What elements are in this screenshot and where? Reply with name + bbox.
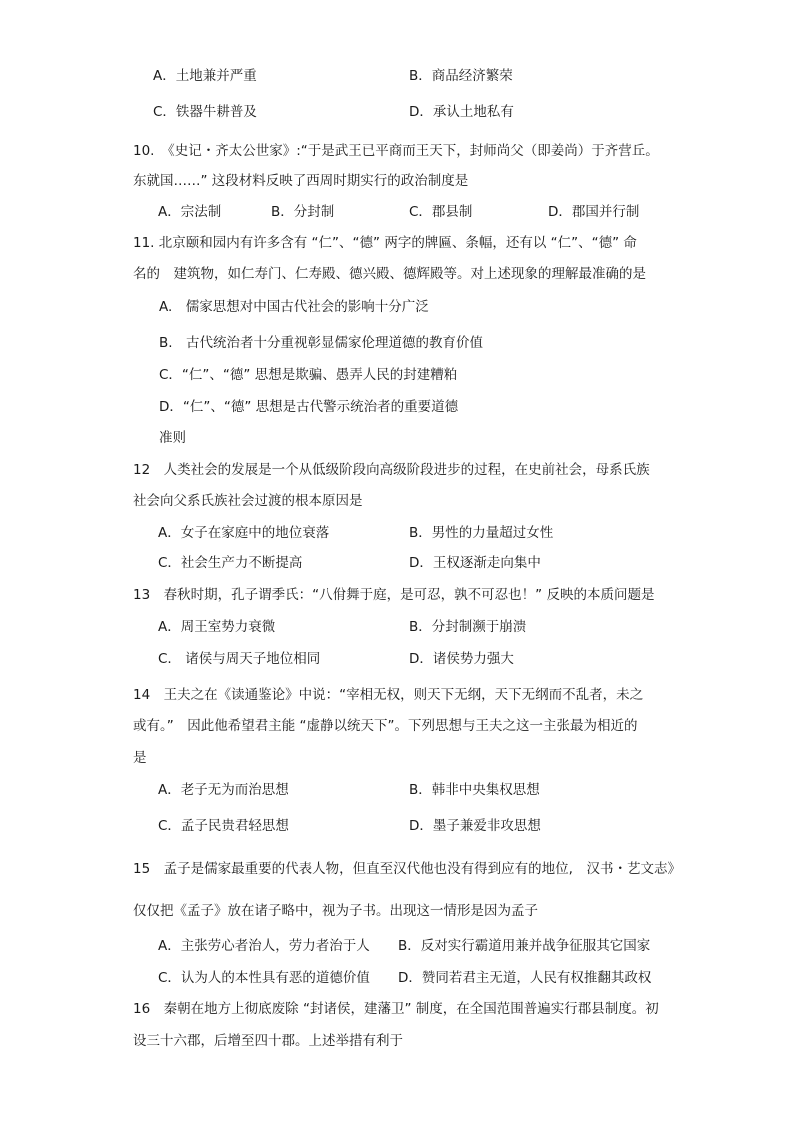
- q13-stem-line-1: 13 春秋时期，孔子谓季氏：“八佾舞于庭，是可忍，孰不可忍也！” 反映的本质问题是: [133, 587, 655, 603]
- q9-option-d: D．承认土地私有: [409, 104, 514, 120]
- q15-stem-line-2: 仅仅把《孟子》放在诸子略中，视为子书。出现这一情形是因为孟子: [133, 903, 538, 919]
- q13-option-b: B．分封制濒于崩溃: [409, 619, 527, 635]
- q11-option-a: A. 儒家思想对中国古代社会的影响十分广泛: [159, 299, 429, 315]
- q15-stem-line-1: 15 孟子是儒家最重要的代表人物，但直至汉代他也没有得到应有的地位, 汉书・艺文志》: [133, 861, 681, 877]
- q9-option-a: A．土地兼并严重: [153, 68, 257, 84]
- q11-option-d-line-2: 准则: [159, 430, 186, 446]
- q15-option-c: C．认为人的本性具有恶的道德价值: [158, 970, 370, 986]
- q12-stem-line-2: 社会向父系氏族社会过渡的根本原因是: [133, 493, 363, 509]
- q14-option-c: C．孟子民贵君轻思想: [158, 818, 289, 834]
- q14-option-b: B．韩非中央集权思想: [409, 782, 540, 798]
- q14-option-a: A．老子无为而治思想: [158, 782, 289, 798]
- q12-option-a: A．女子在家庭中的地位衰落: [158, 525, 330, 541]
- q12-stem-line-1: 12 人类社会的发展是一个从低级阶段向高级阶段进步的过程，在史前社会，母系氏族: [133, 462, 650, 478]
- q11-option-b: B. 古代统治者十分重视彰显儒家伦理道德的教育价值: [159, 335, 484, 351]
- q10-stem-line-2: 东就国……” 这段材料反映了西周时期实行的政治制度是: [133, 173, 469, 189]
- q16-stem-line-2: 设三十六郡，后增至四十郡。上述举措有利于: [133, 1033, 403, 1049]
- q11-option-d-line-1: D．“仁”、“德” 思想是古代警示统治者的重要道德: [159, 399, 459, 415]
- q10-stem-line-1: 10. 《史记・齐太公世家》:“于是武王已平商而王天下，封师尚父（即姜尚）于齐营丘。: [133, 143, 659, 159]
- q11-stem-line-2: 名的 建筑物，如仁寿门、仁寿殿、德兴殿、德辉殿等。对上述现象的理解最准确的是: [133, 266, 646, 282]
- q10-option-d: D．郡国并行制: [548, 204, 640, 220]
- q15-option-a: A．主张劳心者治人，劳力者治于人: [158, 938, 370, 954]
- q14-stem-line-2: 或有。” 因此他希望君主能 “虚静以统天下”。下列思想与王夫之这一主张最为相近的: [133, 718, 638, 734]
- q12-option-b: B．男性的力量超过女性: [409, 525, 554, 541]
- q10-option-b: B．分封制: [271, 204, 335, 220]
- q13-option-a: A．周王室势力衰微: [158, 619, 276, 635]
- q13-option-c: C. 诸侯与周天子地位相同: [158, 651, 321, 667]
- q15-option-d: D．赞同若君主无道，人民有权推翻其政权: [398, 970, 652, 986]
- q10-option-c: C．郡县制: [409, 204, 473, 220]
- q13-option-d: D．诸侯势力强大: [409, 651, 514, 667]
- q9-option-b: B．商品经济繁荣: [409, 68, 513, 84]
- q11-option-c: C．“仁”、“德” 思想是欺骗、愚弄人民的封建糟粕: [159, 367, 458, 383]
- q12-option-c: C．社会生产力不断提高: [158, 555, 303, 571]
- q15-option-b: B．反对实行霸道用兼并战争征服其它国家: [398, 938, 651, 954]
- q10-option-a: A．宗法制: [158, 204, 222, 220]
- q14-option-d: D．墨子兼爱非攻思想: [409, 818, 541, 834]
- q14-stem-line-1: 14 王夫之在《读通鉴论》中说：“宰相无权，则天下无纲，天下无纲而不乱者，未之: [133, 687, 644, 703]
- q11-stem-line-1: 11. 北京颐和园内有许多含有 “仁”、“德” 两字的牌匾、条幅，还有以 “仁”、“德” 命: [133, 235, 637, 251]
- q12-option-d: D．王权逐渐走向集中: [409, 555, 541, 571]
- q9-option-c: C．铁器牛耕普及: [153, 104, 257, 120]
- q16-stem-line-1: 16 秦朝在地方上彻底废除 “封诸侯，建藩卫” 制度，在全国范围普遍实行郡县制度。初: [133, 1001, 659, 1017]
- q14-stem-line-3: 是: [133, 750, 147, 766]
